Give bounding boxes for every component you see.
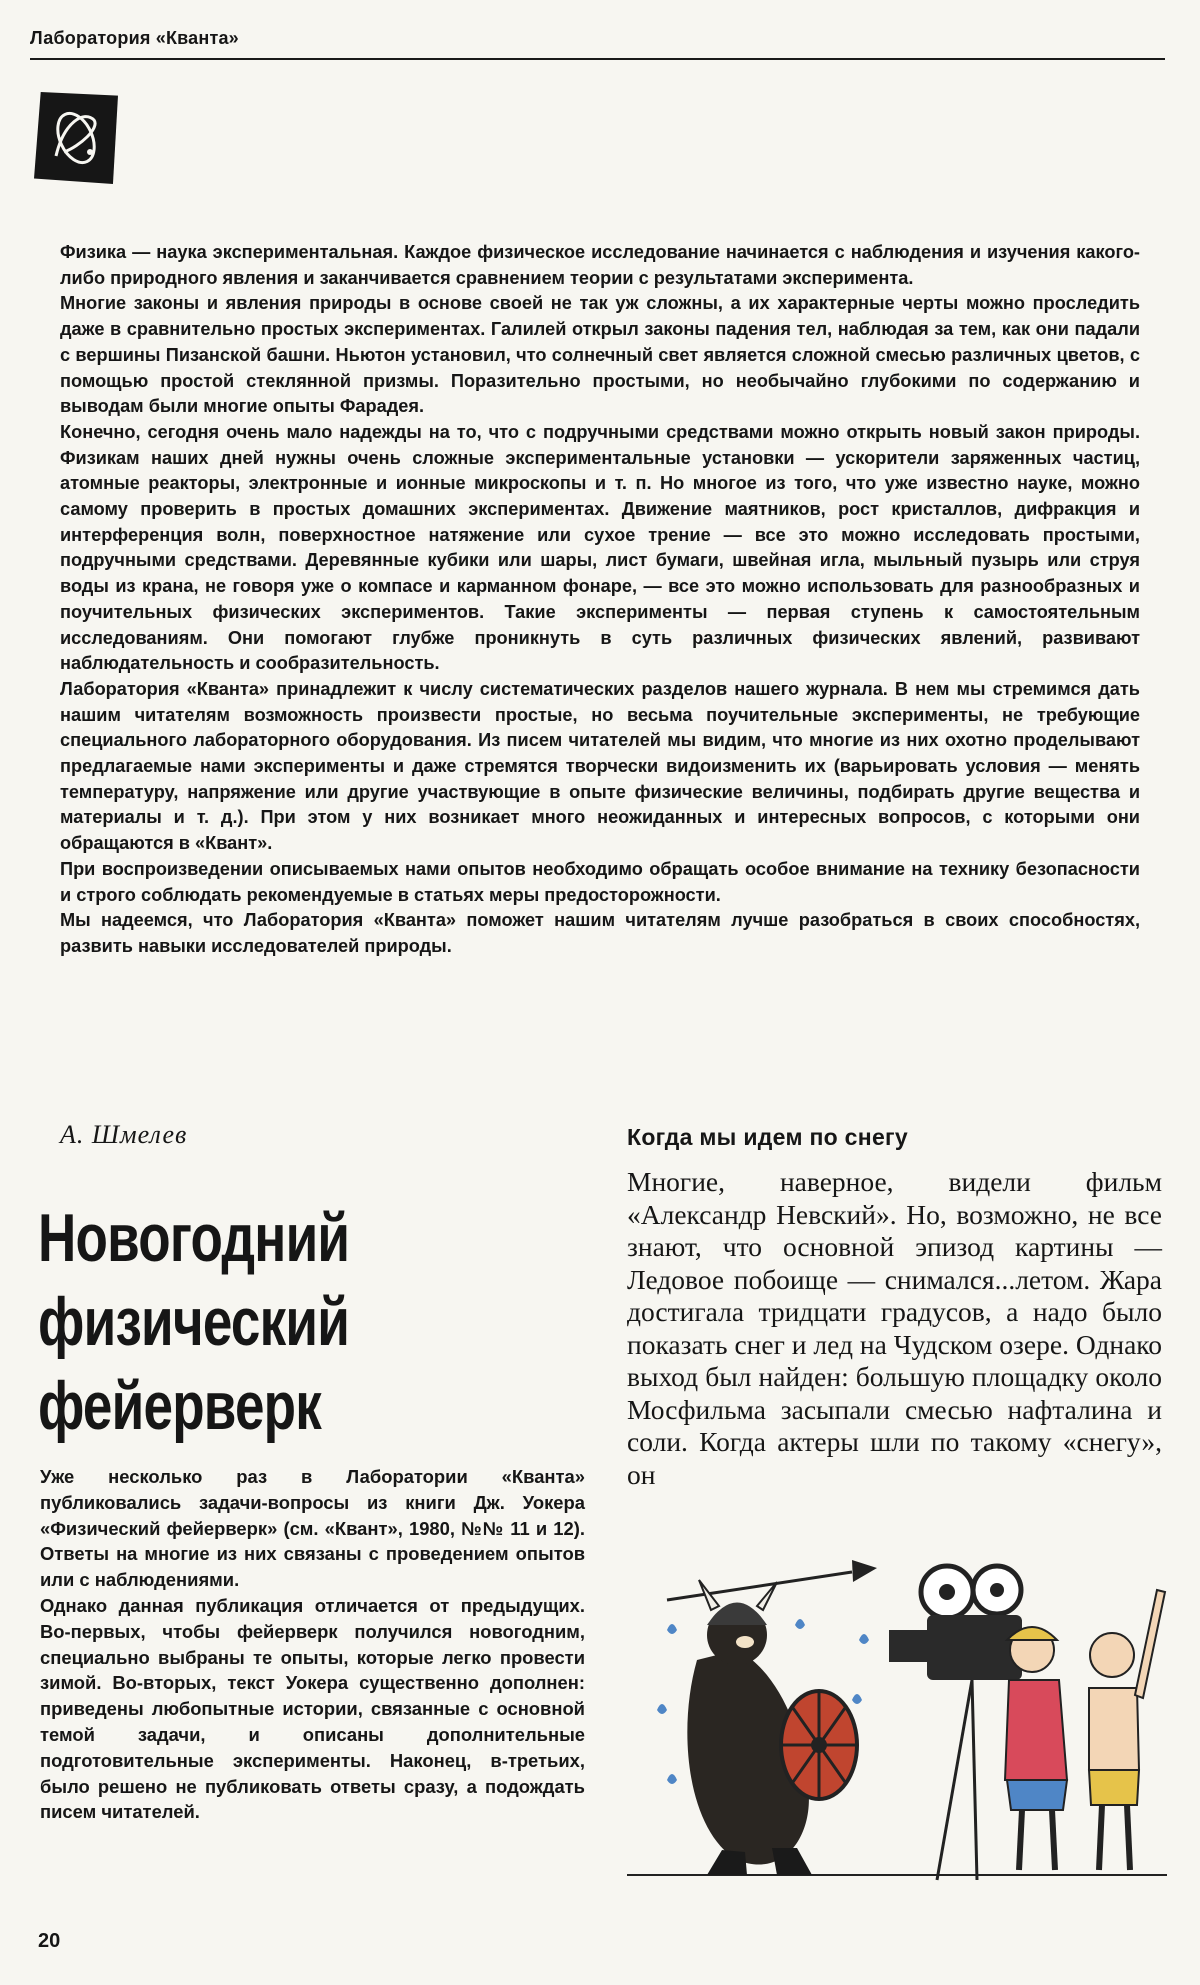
article-lead-text [40, 1464, 585, 1825]
intro-paragraph: Конечно, сегодня очень мало надежды на то, что с подручными средствами можно открыть новый закон природы. Физикам наших дней нужны очень сложные экспериментальные установки — ускорители заряженных частиц, атомные реакторы, электронные и ионные микроскопы и т. п. Но многое из того, что уже известно науке, можно самому проверить в простых домашних экспериментах. Движение маятников, рост кристаллов, дифракция и интерференция волн, поверхностное натяжение или сухое трение — все это можно исследовать простыми, подручными средствами. Деревянные кубики или шары, лист бумаги, швейная игла, мыльный пузырь или струя воды из крана, не говоря уже о компасе и карманном фонаре, — все это можно использовать для разнообразных и поучительных физических экспериментов. Такие эксперименты — первая ступень к самостоятельным исследованиям. Они помогают глубже проникнуть в суть различных физических явлений, развивают наблюдательность и сообразительность. [60, 421, 1140, 674]
section-heading: Когда мы идем по снегу [627, 1124, 909, 1150]
article-title [38, 1196, 475, 1448]
article-author: А. Шмелев [60, 1120, 188, 1149]
intro-paragraph: Физика — наука экспериментальная. Каждое физическое исследование начинается с наблюдения и изучения какого-либо природного явления и заканчивается сравнением теории с результатами эксперимента. [60, 242, 1140, 288]
section-header: Лаборатория «Кванта» [30, 28, 1165, 60]
section-logo-icon [34, 92, 118, 184]
lab-intro-text [60, 240, 1140, 960]
title-line: Новогодний [38, 1200, 350, 1276]
intro-paragraph: Многие законы и явления природы в основе своей не так уж сложны, а их характерные черты можно проследить даже в сравнительно простых экспериментах. Галилей открыл законы падения тел, наблюдая за тем, как они падали с вершины Пизанской башни. Ньютон установил, что солнечный свет является сложной смесью различных цветов, с помощью простой стеклянной призмы. Поразительно простыми, но необычайно глубокими по содержанию и выводам были многие опыты Фарадея. [60, 293, 1140, 417]
lead-paragraph: Однако данная публикация отличается от предыдущих. Во-первых, чтобы фейерверк получился новогодним, специально выбраны те опыты, которые легко провести зимой. Во-вторых, текст Уокера существенно дополнен: приведены любопытные истории, связанные с основной темой задачи, и описаны дополнительные подготовительные эксперименты. Наконец, в-третьих, было решено не публиковать ответы сразу, а подождать писем читателей. [40, 1594, 585, 1823]
lead-paragraph: Уже несколько раз в Лаборатории «Кванта» публиковались задачи-вопросы из книги Дж. Уокера «Физический фейерверк» (см. «Квант», 1980, №№ 11 и 12). Ответы на многие из них связаны с проведением опытов или с наблюдениями. [40, 1466, 585, 1591]
intro-paragraph: При воспроизведении описываемых нами опытов необходимо обращать особое внимание на технику безопасности и строго соблюдать рекомендуемые в статьях меры предосторожности. [60, 858, 1140, 905]
title-line: физический [38, 1284, 350, 1360]
article-body-text: Многие, наверное, видели фильм «Александр Невский». Но, возможно, не все знают, что основной эпизод картины — Ледовое побоище — снимался...летом. Жара достигала тридцати градусов, а надо было показать снег и лед на Чудском озере. Однако выход был найден: большую площадку около Мосфильма засыпали смесью нафталина и соли. Когда актеры шли по такому «снегу», он [627, 1166, 1162, 1490]
intro-paragraph: Лаборатория «Кванта» принадлежит к числу систематических разделов нашего журнала. В нем мы стремимся дать нашим читателям возможность произвести простые, но весьма поучительные эксперименты, не требующие специального лабораторного оборудования. Из писем читателей мы видим, что многие из них охотно проделывают предлагаемые нами эксперименты и даже стремятся творчески видоизменить их (варьировать условия — менять температуру, напряжение или другие участвующие в опыте физические величины, подбирать другие вещества и материалы и т. д.). При этом у них возникает много неожиданных и интересных вопросов, с которыми они обращаются в «Квант». [60, 678, 1140, 854]
cartoon-illustration [627, 1530, 1167, 1890]
title-line: фейерверк [38, 1368, 322, 1444]
page-number: 20 [38, 1930, 61, 1952]
intro-paragraph: Мы надеемся, что Лаборатория «Кванта» поможет нашим читателям лучше разобраться в своих способностях, развить навыки исследователей природы. [60, 910, 1140, 956]
